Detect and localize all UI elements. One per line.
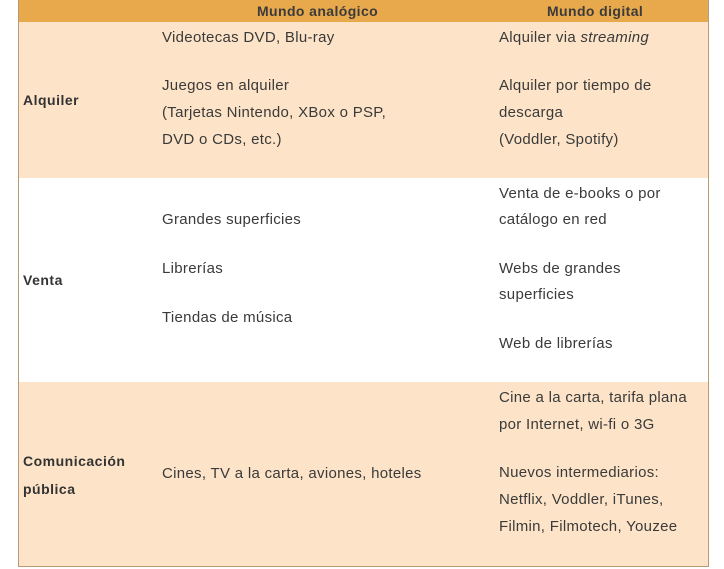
cell-text: DVD o CDs, etc.): [162, 131, 282, 148]
cell-text: (Voddler, Spotify): [499, 131, 619, 148]
row-category-line1: Comunicación: [23, 453, 126, 469]
table-row-venta: [19, 178, 708, 382]
cell-text: descarga: [499, 104, 564, 121]
cell-text: Alquiler por tiempo de: [499, 77, 652, 94]
cell-text-emph: streaming: [580, 29, 649, 46]
cell-text: Netflix, Voddler, iTunes,: [499, 491, 664, 508]
cell-text: Cine a la carta, tarifa plana: [499, 389, 687, 406]
cell-text-streaming: [499, 29, 649, 46]
cell-text: Librerías: [162, 260, 224, 277]
table-row-comunicacion: [19, 382, 708, 567]
row-category: Venta: [23, 272, 63, 288]
cell-text: Venta de e-books o por: [499, 185, 661, 202]
cell-text: Juegos en alquiler: [162, 77, 290, 94]
header-analog: Mundo analógico: [257, 3, 379, 19]
cell-text: Webs de grandes: [499, 260, 621, 277]
cell-text: Alquiler via: [499, 29, 581, 46]
cell-text: Grandes superficies: [162, 211, 302, 228]
header-digital: Mundo digital: [547, 3, 644, 19]
comparison-table: [18, 0, 709, 567]
cell-text: catálogo en red: [499, 211, 607, 228]
cell-text: Cines, TV a la carta, aviones, hoteles: [162, 465, 422, 482]
cell-text: superficies: [499, 286, 574, 303]
cell-text: (Tarjetas Nintendo, XBox o PSP,: [162, 104, 387, 121]
cell-text: por Internet, wi-fi o 3G: [499, 416, 655, 433]
cell-text: Videotecas DVD, Blu-ray: [162, 29, 335, 46]
cell-text: Nuevos intermediarios:: [499, 464, 659, 481]
cell-text: Tiendas de música: [162, 309, 293, 326]
table-header: [19, 0, 708, 22]
row-category-line2: pública: [23, 481, 76, 497]
table-row-alquiler: [19, 22, 708, 178]
row-category: Alquiler: [23, 92, 80, 108]
cell-text: Web de librerías: [499, 335, 613, 352]
cell-text: Filmin, Filmotech, Youzee: [499, 518, 678, 535]
